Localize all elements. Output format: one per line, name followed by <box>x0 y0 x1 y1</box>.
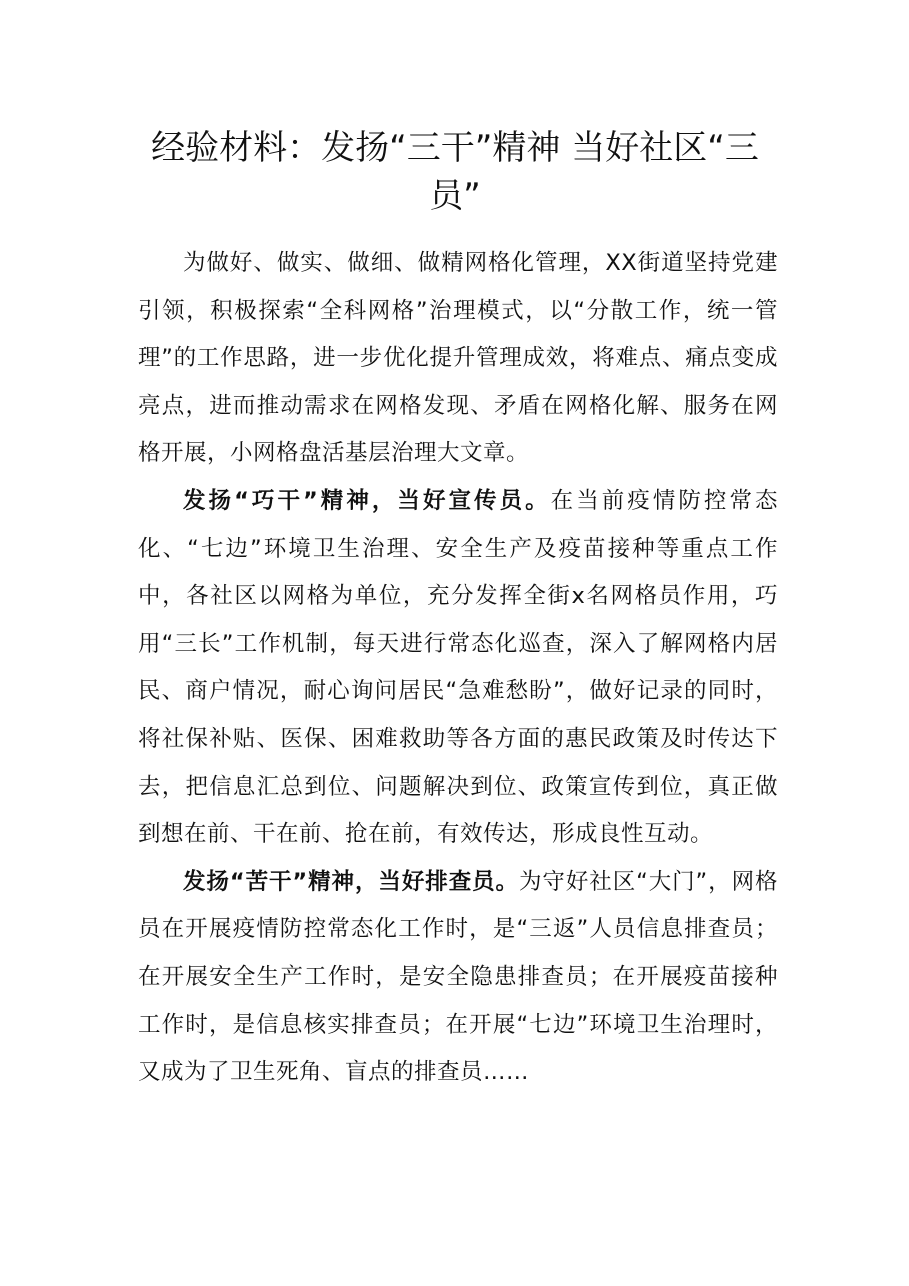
paragraph-lead: 发扬“巧干”精神，当好宣传员。 <box>183 487 551 514</box>
paragraph-text: 为做好、做实、做细、做精网格化管理，XX街道坚持党建引领，积极探索“全科网格”治理模式，以“分散工作，统一管理”的工作思路，进一步优化提升管理成效，将难点、痛点变成亮点，进而推动需求在网格发现、矛盾在网格化解、服务在网格开展，小网格盘活基层治理大文章。 <box>138 250 778 467</box>
paragraph-text: 为守好社区“大门”，网格员在开展疫情防控常态化工作时，是“三返”人员信息排查员；在开展安全生产工作时，是安全隐患排查员；在开展疫苗接种工作时，是信息核实排查员；在开展“七边”环境卫生治理时，又成为了卫生死角、盲点的排查员…… <box>138 868 778 1086</box>
document-body <box>138 240 778 1097</box>
paragraph-lead: 发扬“苦干”精神，当好排查员。 <box>183 868 519 895</box>
document-title: 经验材料：发扬“三干”精神 当好社区“三员” <box>151 128 759 216</box>
paragraph-inspector <box>138 859 778 1097</box>
paragraph-text: 在当前疫情防控常态化、“七边”环境卫生治理、安全生产及疫苗接种等重点工作中，各社区以网格为单位，充分发挥全街x名网格员作用，巧用“三长”工作机制，每天进行常态化巡查，深入了解网格内居民、商户情况，耐心询问居民“急难愁盼”，做好记录的同时，将社保补贴、医保、困难救助等各方面的惠民政策及时传达下去，把信息汇总到位、问题解决到位、政策宣传到位，真正做到想在前、干在前、抢在前，有效传达，形成良性互动。 <box>138 487 778 848</box>
paragraph-propagandist <box>138 478 778 859</box>
paragraph-intro <box>138 240 778 478</box>
